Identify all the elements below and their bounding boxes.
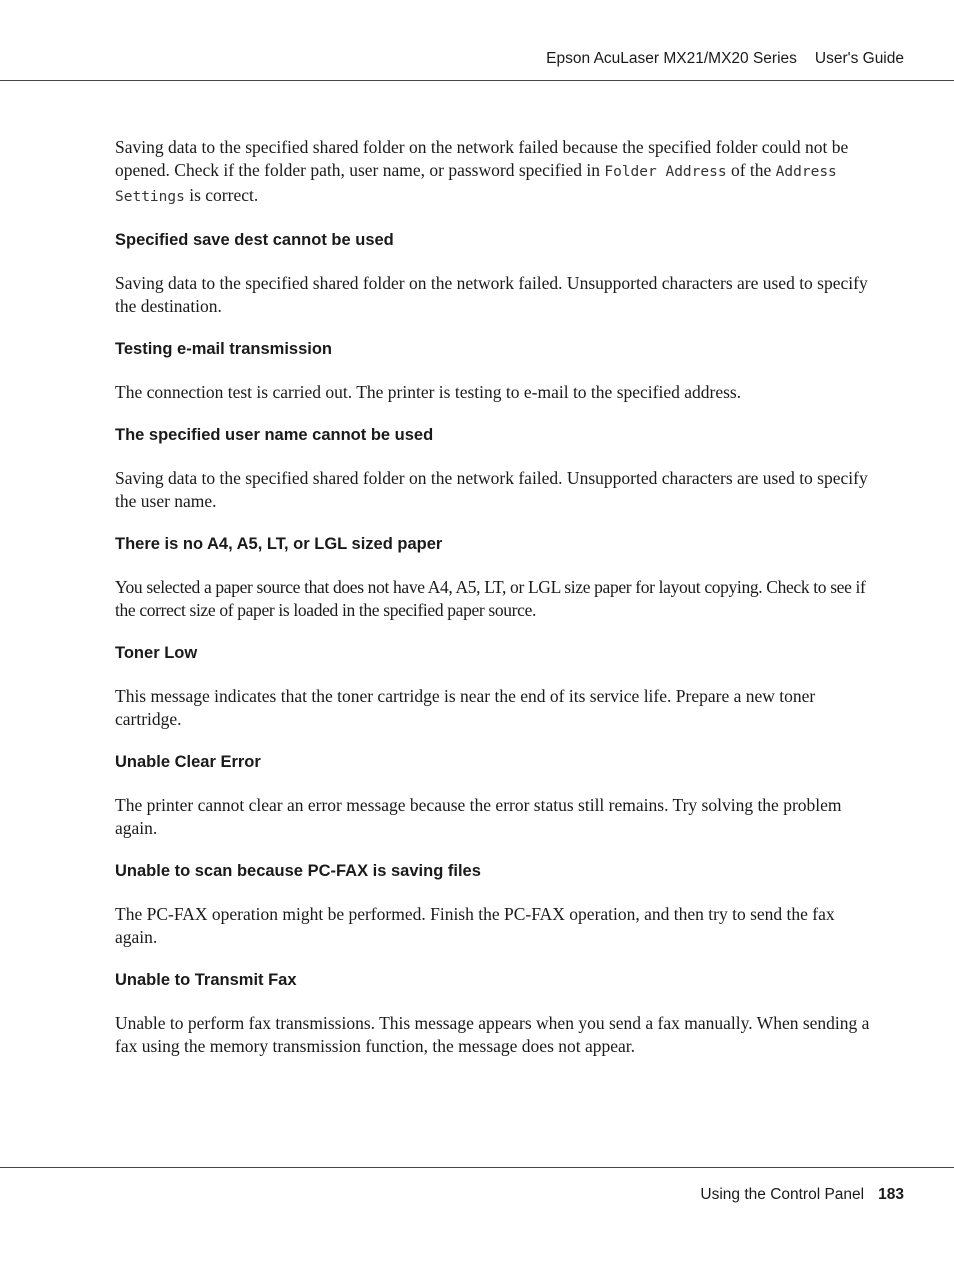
header-product-title: Epson AcuLaser MX21/MX20 Series bbox=[546, 50, 797, 67]
section-text: Saving data to the specified shared folder on the network failed. Unsupported characters are used to specify the user name. bbox=[115, 468, 868, 511]
header-guide-title: User's Guide bbox=[814, 50, 904, 67]
section-heading: Unable Clear Error bbox=[115, 753, 261, 771]
section-heading: Testing e-mail transmission bbox=[115, 340, 332, 358]
intro-text-3: is correct. bbox=[184, 185, 259, 205]
section-heading: Unable to scan because PC-FAX is saving files bbox=[115, 862, 481, 880]
running-header bbox=[546, 50, 904, 68]
section-heading: Unable to Transmit Fax bbox=[115, 971, 297, 989]
section-text: The PC-FAX operation might be performed. Finish the PC-FAX operation, and then try to send the fax again. bbox=[115, 904, 835, 947]
section-text: You selected a paper source that does not have A4, A5, LT, or LGL size paper for layout copying. Check to see if the correct size of paper is loaded in the specified paper source. bbox=[115, 577, 866, 620]
running-footer bbox=[700, 1186, 904, 1204]
section-heading: The specified user name cannot be used bbox=[115, 426, 434, 444]
page-content bbox=[115, 136, 880, 1058]
intro-text-2: of the bbox=[726, 160, 776, 180]
page-number: 183 bbox=[878, 1186, 904, 1203]
header-rule bbox=[0, 80, 954, 81]
section-text: Saving data to the specified shared folder on the network failed. Unsupported characters are used to specify the destination. bbox=[115, 273, 868, 316]
section-text: This message indicates that the toner cartridge is near the end of its service life. Prepare a new toner cartridge. bbox=[115, 686, 816, 729]
code-folder-address: Folder Address bbox=[604, 164, 727, 180]
code-address-settings: Address Settings bbox=[115, 164, 837, 205]
section-heading: Toner Low bbox=[115, 644, 198, 662]
footer-section-title: Using the Control Panel bbox=[700, 1186, 865, 1203]
section-text: The connection test is carried out. The printer is testing to e-mail to the specified address. bbox=[115, 382, 742, 402]
section-heading: Specified save dest cannot be used bbox=[115, 231, 394, 249]
section-text: Unable to perform fax transmissions. This message appears when you send a fax manually. When sending a fax using the memory transmission function, the message does not appear. bbox=[115, 1013, 870, 1056]
section-text: The printer cannot clear an error message because the error status still remains. Try solving the problem again. bbox=[115, 795, 842, 838]
section-heading: There is no A4, A5, LT, or LGL sized paper bbox=[115, 535, 443, 553]
intro-paragraph bbox=[115, 136, 880, 209]
footer-rule bbox=[0, 1167, 954, 1168]
intro-text-1: Saving data to the specified shared folder on the network failed because the specified folder could not be opened. Check if the folder path, user name, or password specified in bbox=[115, 137, 849, 180]
